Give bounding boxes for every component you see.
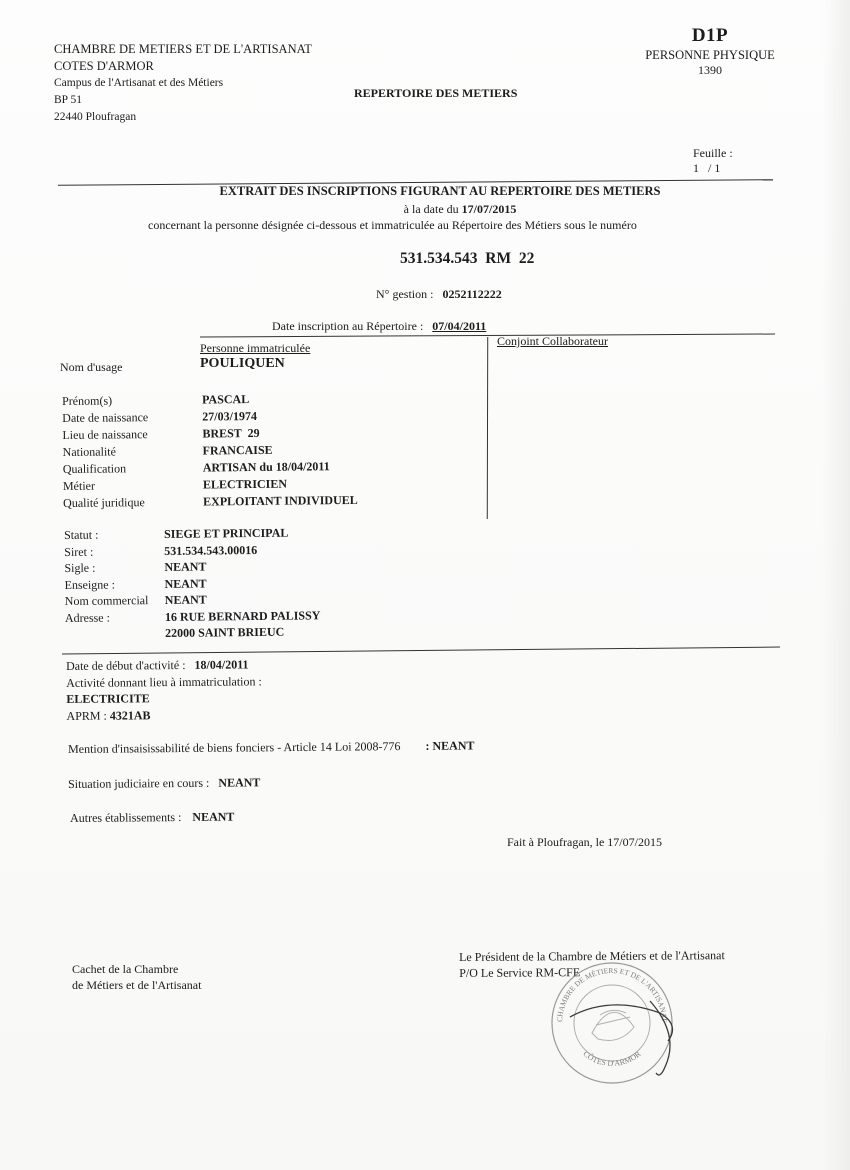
extract-date-line — [300, 202, 620, 217]
other-establishments-line — [70, 810, 234, 826]
inscription-value: 07/04/2011 — [432, 319, 487, 333]
person-field-value: FRANCAISE — [202, 442, 273, 458]
issuer-block — [54, 41, 312, 126]
person-field-value: 27/03/1974 — [202, 408, 257, 424]
issuer-line-2: COTES D'ARMOR — [54, 59, 154, 73]
issuer-line-1: CHAMBRE DE METIERS ET DE L'ARTISANAT — [54, 42, 312, 56]
establishment-field-value: NEANT — [164, 559, 207, 574]
done-at: Fait à Ploufragan, le 17/07/2015 — [507, 835, 662, 849]
activity-value: ELECTRICITE — [66, 691, 150, 706]
signatory-line-1: Le Président de la Chambre de Métiers et de l'Artisanat — [459, 948, 725, 964]
extract-concerning: concernant la personne désignée ci-dessous et immatriculée au Répertoire des Métiers sous le numéro — [148, 218, 637, 232]
establishment-fields — [64, 524, 485, 644]
form-type: PERSONNE PHYSIQUE — [645, 47, 775, 62]
activity-start-label: Date de début d'activité : — [66, 657, 186, 673]
page-edge-shadow — [822, 0, 850, 1170]
establishment-field-label: Sigle : — [64, 560, 96, 575]
person-field-value: ARTISAN du 18/04/2011 — [202, 459, 330, 475]
person-field-value: EXPLOITANT INDIVIDUEL — [203, 492, 358, 509]
aprm-label: APRM : — [66, 708, 107, 723]
form-number: 1390 — [698, 63, 722, 78]
person-field-label: Date de naissance — [62, 410, 149, 425]
stamp-caption — [72, 961, 201, 993]
column-person: Personne immatriculée — [200, 341, 311, 355]
aprm-value: 4321AB — [109, 707, 151, 723]
mention-value: : NEANT — [425, 738, 475, 753]
person-field-value: PASCAL — [201, 392, 250, 407]
judicial-label: Situation judiciaire en cours : — [68, 775, 210, 791]
person-field-value: BREST 29 — [202, 425, 260, 441]
usage-name-value: POULIQUEN — [200, 356, 285, 371]
establishment-field-value: NEANT — [164, 592, 207, 607]
usage-name-label: Nom d'usage — [60, 360, 123, 374]
judicial-line — [68, 775, 260, 792]
issuer-line-4: BP 51 — [54, 94, 83, 106]
establishment-field-label: Siret : — [64, 544, 94, 559]
person-field-label: Métier — [62, 478, 96, 493]
form-code: D1P — [691, 25, 729, 46]
rm-number: 531.534.543 RM 22 — [400, 250, 535, 267]
divider-activity — [62, 647, 780, 655]
person-field-label: Prénom(s) — [62, 393, 113, 408]
person-field-value: ELECTRICIEN — [202, 476, 288, 492]
stamp-caption-line-2: de Métiers et de l'Artisanat — [72, 978, 202, 992]
establishment-field-label: Adresse : — [64, 610, 111, 625]
inscription-line — [272, 319, 486, 334]
mention-label: Mention d'insaisissabilité de biens fonciers - Article 14 Loi 2008-776 — [68, 739, 401, 756]
extract-date-label: à la date du — [403, 202, 459, 216]
inscription-label: Date inscription au Répertoire : — [272, 319, 424, 333]
signatory-line-2: P/O Le Service RM-CFE — [459, 965, 581, 980]
activity-start-value: 18/04/2011 — [194, 657, 249, 672]
person-field-label: Qualification — [62, 461, 127, 476]
gestion-line — [376, 287, 502, 302]
issuer-line-3: Campus de l'Artisanat et des Métiers — [54, 77, 224, 89]
stamp-text-bottom: CÔTES D'ARMOR — [581, 1049, 643, 1068]
establishment-field-value: NEANT — [164, 576, 207, 591]
column-spouse: Conjoint Collaborateur — [497, 334, 608, 348]
extract-title: EXTRAIT DES INSCRIPTIONS FIGURANT AU REPERTOIRE DES METIERS — [219, 184, 661, 198]
stamp-inner-ring — [574, 985, 650, 1061]
establishment-field-value: SIEGE ET PRINCIPAL — [163, 525, 289, 541]
aprm-line — [66, 704, 566, 725]
judicial-value: NEANT — [218, 775, 261, 790]
stamp-emblem — [592, 1010, 634, 1040]
establishment-field-label: Statut : — [64, 527, 99, 542]
stamp-text-top: CHAMBRE DE MÉTIERS ET DE L'ARTISANAT — [554, 965, 670, 1023]
person-field-row — [63, 492, 463, 513]
sheet-value: 1 / 1 — [693, 161, 721, 175]
person-field-label: Nationalité — [62, 444, 117, 459]
establishment-field-value: 16 RUE BERNARD PALISSY — [164, 607, 321, 624]
establishment-field-label: Nom commercial — [64, 593, 149, 608]
other-establishments-value: NEANT — [192, 809, 235, 824]
column-divider — [487, 337, 488, 519]
person-field-label: Qualité juridique — [63, 495, 145, 510]
activity-giving-label: Activité donnant lieu à immatriculation : — [66, 673, 262, 690]
establishment-address-row — [65, 623, 485, 644]
form-identifier — [630, 24, 790, 78]
establishment-field-value: 531.534.543.00016 — [164, 542, 258, 558]
stamp-caption-line-1: Cachet de la Chambre — [72, 962, 179, 976]
other-establishments-label: Autres établissements : — [70, 810, 182, 825]
person-field-label: Lieu de naissance — [62, 427, 148, 442]
mention-line — [68, 738, 475, 757]
sheet-number — [681, 131, 733, 191]
person-fields — [62, 390, 463, 513]
extract-date-value: 17/07/2015 — [461, 202, 517, 216]
establishment-address-line2: 22000 SAINT BRIEUC — [165, 624, 285, 640]
sheet-label: Feuille : — [693, 146, 733, 160]
register-title: REPERTOIRE DES METIERS — [354, 86, 518, 100]
official-stamp-seal — [540, 955, 690, 1085]
activity-block — [66, 655, 567, 725]
gestion-value: 0252112222 — [442, 287, 502, 301]
issuer-line-5: 22440 Ploufragan — [54, 111, 137, 123]
establishment-field-label: Enseigne : — [64, 576, 115, 592]
gestion-label: N° gestion : — [376, 287, 434, 301]
